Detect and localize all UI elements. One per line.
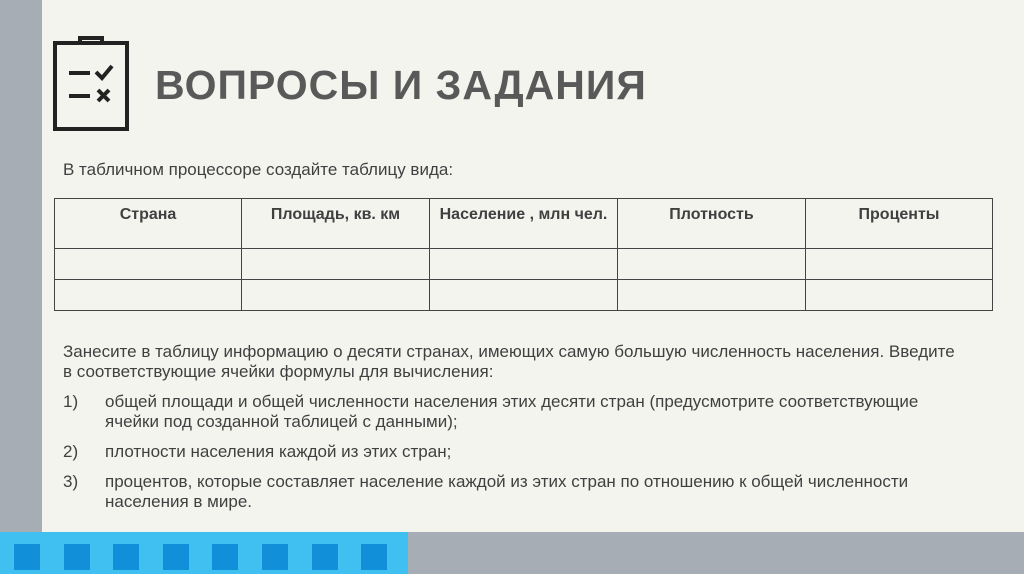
- table-cell: [618, 280, 806, 311]
- instructions-paragraph: Занесите в таблицу информацию о десяти странах, имеющих самую большую численность населения. Введите в соответствующие ячейки формулы для вычисления:: [63, 342, 955, 381]
- table-cell: [430, 249, 618, 280]
- list-item-text: процентов, которые составляет население каждой из этих стран по отношению к общей численности населения в мире.: [105, 472, 909, 511]
- list-item-number: 1): [63, 392, 79, 411]
- instructions-list: [63, 392, 963, 522]
- table-cell: [806, 280, 993, 311]
- table-cell: [55, 280, 242, 311]
- decor-square: [14, 544, 40, 570]
- table-cell: [55, 249, 242, 280]
- decor-square: [262, 544, 288, 570]
- page-title: ВОПРОСЫ И ЗАДАНИЯ: [155, 62, 647, 108]
- list-item-number: 3): [63, 472, 79, 491]
- intro-text: В табличном процессоре создайте таблицу вида:: [63, 160, 454, 179]
- header-population: Население , млн чел.: [430, 199, 618, 249]
- left-sidebar-stripe: [0, 0, 42, 574]
- table-header-row: [55, 199, 993, 249]
- decor-square: [312, 544, 338, 570]
- decor-square: [64, 544, 90, 570]
- list-item: [63, 392, 963, 432]
- table-cell: [242, 249, 430, 280]
- header-area: Площадь, кв. км: [242, 199, 430, 249]
- decor-square: [361, 544, 387, 570]
- table-row: [55, 280, 993, 311]
- table-cell: [618, 249, 806, 280]
- table-cell: [430, 280, 618, 311]
- list-item-number: 2): [63, 442, 79, 461]
- list-item: [63, 472, 963, 512]
- decor-square: [163, 544, 189, 570]
- header-density: Плотность: [618, 199, 806, 249]
- list-item-text: плотности населения каждой из этих стран;: [105, 442, 452, 461]
- table-cell: [806, 249, 993, 280]
- list-item: [63, 442, 963, 462]
- bottom-accent-bar: [0, 532, 408, 574]
- header-percent: Проценты: [806, 199, 993, 249]
- header-country: Страна: [55, 199, 242, 249]
- decor-square: [113, 544, 139, 570]
- decor-square: [212, 544, 238, 570]
- sample-table: [54, 198, 993, 311]
- table-cell: [242, 280, 430, 311]
- list-item-text: общей площади и общей численности населения этих десяти стран (предусмотрите соответствующие ячейки под созданной таблицей с данными);: [105, 392, 919, 431]
- clipboard-checklist-icon: [52, 34, 130, 132]
- table-row: [55, 249, 993, 280]
